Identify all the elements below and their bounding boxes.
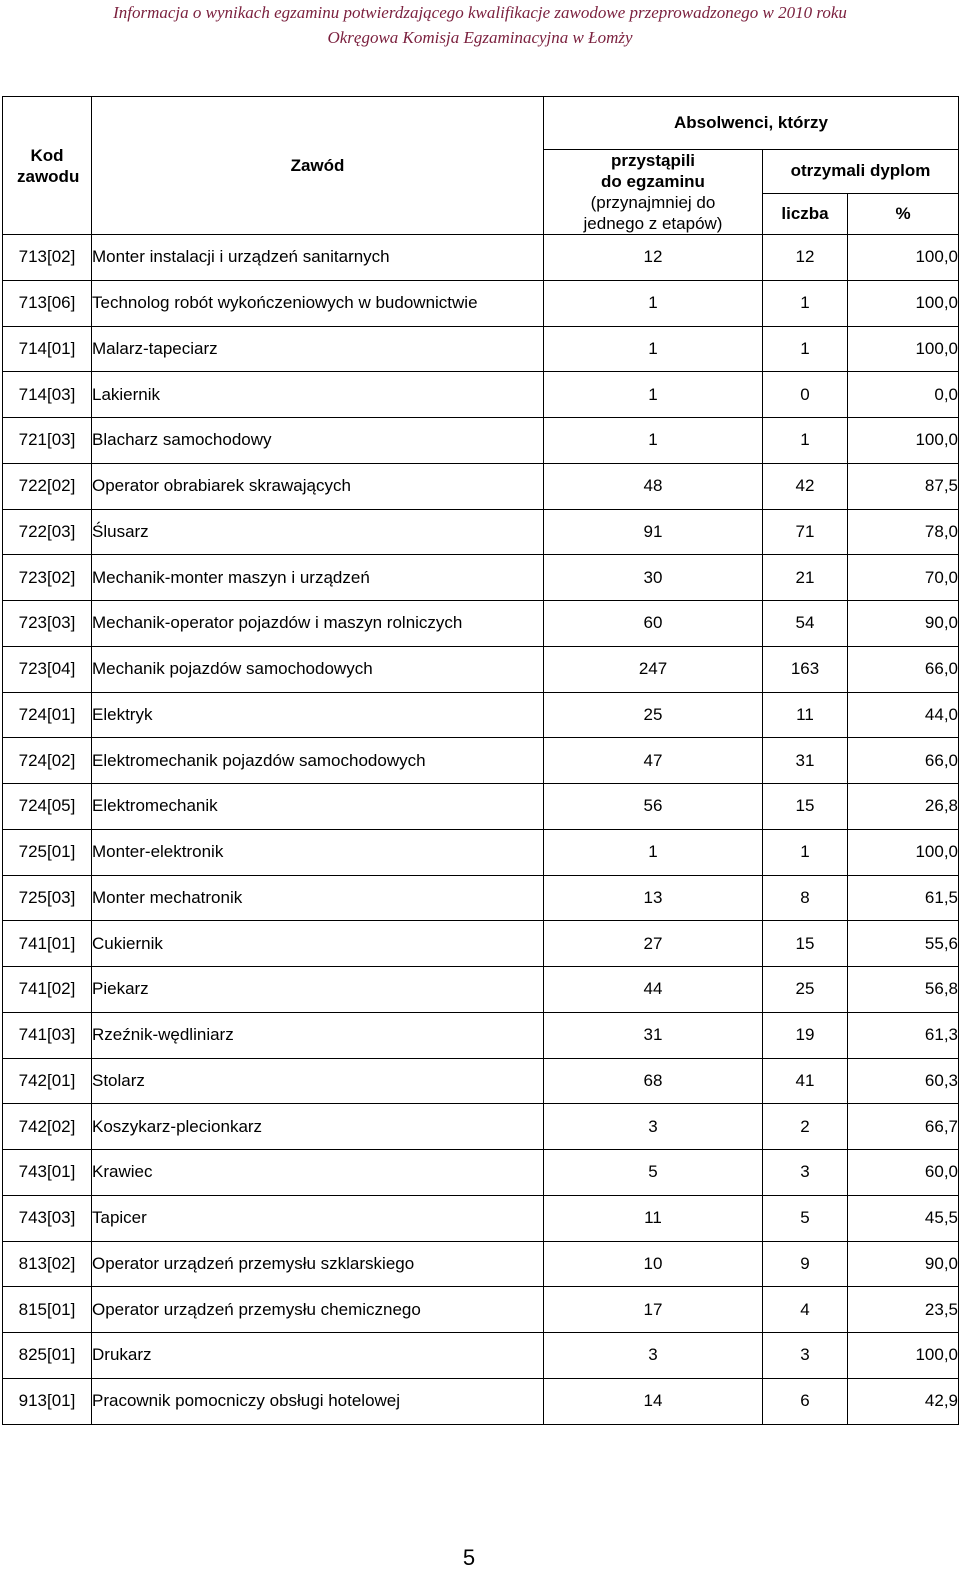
row-name: Koszykarz-plecionkarz [92,1104,544,1150]
row-percent: 100,0 [848,326,959,372]
row-name: Elektromechanik [92,784,544,830]
row-took: 3 [544,1104,763,1150]
header-took-line3: (przynajmniej do [590,193,716,212]
row-count: 15 [763,784,848,830]
table-row [3,463,959,509]
row-percent: 60,0 [848,1150,959,1196]
table-row [3,509,959,555]
row-name: Ślusarz [92,509,544,555]
row-took: 68 [544,1058,763,1104]
table-row [3,1195,959,1241]
table-row [3,1241,959,1287]
table-row [3,692,959,738]
row-count: 163 [763,646,848,692]
row-name: Operator urządzeń przemysłu szklarskiego [92,1241,544,1287]
row-took: 13 [544,875,763,921]
row-percent: 100,0 [848,235,959,281]
row-name: Malarz-tapeciarz [92,326,544,372]
table-row [3,784,959,830]
header-took-line2: do egzaminu [601,172,705,191]
row-took: 5 [544,1150,763,1196]
row-count: 3 [763,1150,848,1196]
row-took: 47 [544,738,763,784]
row-name: Operator obrabiarek skrawających [92,463,544,509]
row-code: 714[01] [3,326,92,372]
row-code: 813[02] [3,1241,92,1287]
row-code: 723[02] [3,555,92,601]
row-name: Elektromechanik pojazdów samochodowych [92,738,544,784]
row-name: Monter instalacji i urządzeń sanitarnych [92,235,544,281]
row-code: 725[01] [3,829,92,875]
row-code: 713[02] [3,235,92,281]
row-count: 0 [763,372,848,418]
table-row [3,418,959,464]
row-count: 1 [763,326,848,372]
row-name: Lakiernik [92,372,544,418]
table-row [3,1058,959,1104]
row-took: 48 [544,463,763,509]
row-count: 42 [763,463,848,509]
results-table [2,96,959,1425]
row-code: 723[04] [3,646,92,692]
row-percent: 78,0 [848,509,959,555]
row-percent: 42,9 [848,1378,959,1424]
row-name: Krawiec [92,1150,544,1196]
row-took: 1 [544,372,763,418]
header-took [544,150,763,235]
row-took: 30 [544,555,763,601]
row-percent: 66,0 [848,646,959,692]
row-count: 4 [763,1287,848,1333]
table-row [3,1012,959,1058]
header-group: Absolwenci, którzy [544,97,959,150]
row-count: 11 [763,692,848,738]
header-diploma: otrzymali dyplom [763,150,959,194]
row-count: 1 [763,418,848,464]
row-code: 741[01] [3,921,92,967]
row-count: 2 [763,1104,848,1150]
row-percent: 23,5 [848,1287,959,1333]
row-count: 54 [763,601,848,647]
row-code: 722[02] [3,463,92,509]
row-took: 1 [544,418,763,464]
row-took: 11 [544,1195,763,1241]
header-took-line4: jednego z etapów) [583,214,723,233]
row-took: 10 [544,1241,763,1287]
row-count: 1 [763,280,848,326]
row-code: 742[02] [3,1104,92,1150]
header-title: Informacja o wynikach egzaminu potwierdzającego kwalifikacje zawodowe przeprowadzonego w 2010 roku [113,3,847,22]
row-percent: 100,0 [848,1333,959,1379]
row-percent: 66,7 [848,1104,959,1150]
row-name: Blacharz samochodowy [92,418,544,464]
row-name: Piekarz [92,967,544,1013]
row-name: Pracownik pomocniczy obsługi hotelowej [92,1378,544,1424]
header-took-line1: przystąpili [610,151,696,170]
table-row [3,1333,959,1379]
table-row [3,1150,959,1196]
row-code: 724[01] [3,692,92,738]
header-code-label: Kod zawodu [17,145,80,186]
row-took: 25 [544,692,763,738]
row-code: 714[03] [3,372,92,418]
table-body [3,235,959,1425]
row-took: 56 [544,784,763,830]
row-name: Tapicer [92,1195,544,1241]
row-count: 71 [763,509,848,555]
row-count: 12 [763,235,848,281]
row-took: 1 [544,829,763,875]
row-took: 1 [544,326,763,372]
row-code: 742[01] [3,1058,92,1104]
table-row [3,372,959,418]
row-count: 3 [763,1333,848,1379]
row-percent: 70,0 [848,555,959,601]
row-took: 91 [544,509,763,555]
table-row [3,875,959,921]
table-row [3,829,959,875]
row-code: 713[06] [3,280,92,326]
row-took: 12 [544,235,763,281]
table-row [3,235,959,281]
row-code: 825[01] [3,1333,92,1379]
row-code: 722[03] [3,509,92,555]
row-code: 743[01] [3,1150,92,1196]
row-count: 21 [763,555,848,601]
table-row [3,738,959,784]
row-took: 31 [544,1012,763,1058]
row-code: 724[05] [3,784,92,830]
row-code: 743[03] [3,1195,92,1241]
row-percent: 66,0 [848,738,959,784]
row-name: Mechanik pojazdów samochodowych [92,646,544,692]
row-code: 815[01] [3,1287,92,1333]
row-count: 41 [763,1058,848,1104]
row-name: Technolog robót wykończeniowych w budownictwie [92,280,544,326]
row-percent: 87,5 [848,463,959,509]
row-name: Drukarz [92,1333,544,1379]
table-header [3,97,959,235]
row-count: 6 [763,1378,848,1424]
row-percent: 61,5 [848,875,959,921]
row-percent: 60,3 [848,1058,959,1104]
row-took: 1 [544,280,763,326]
row-count: 1 [763,829,848,875]
row-took: 3 [544,1333,763,1379]
row-count: 25 [763,967,848,1013]
row-took: 60 [544,601,763,647]
row-name: Rzeźnik-wędliniarz [92,1012,544,1058]
page-number: 5 [462,1545,476,1570]
row-name: Mechanik-operator pojazdów i maszyn rolniczych [92,601,544,647]
header-subtitle: Okręgowa Komisja Egzaminacyjna w Łomży [327,28,633,47]
row-percent: 100,0 [848,829,959,875]
table-row [3,326,959,372]
row-took: 14 [544,1378,763,1424]
row-code: 913[01] [3,1378,92,1424]
table-row [3,967,959,1013]
row-took: 44 [544,967,763,1013]
row-name: Elektryk [92,692,544,738]
header-code [3,97,92,235]
table-row [3,1378,959,1424]
row-percent: 100,0 [848,280,959,326]
table-row [3,1104,959,1150]
row-percent: 100,0 [848,418,959,464]
row-code: 724[02] [3,738,92,784]
row-took: 27 [544,921,763,967]
row-percent: 45,5 [848,1195,959,1241]
header-name: Zawód [92,97,544,235]
table-row [3,1287,959,1333]
row-code: 741[03] [3,1012,92,1058]
row-took: 17 [544,1287,763,1333]
row-took: 247 [544,646,763,692]
row-percent: 90,0 [848,1241,959,1287]
row-name: Monter-elektronik [92,829,544,875]
row-percent: 44,0 [848,692,959,738]
row-percent: 26,8 [848,784,959,830]
row-percent: 61,3 [848,1012,959,1058]
row-name: Operator urządzeń przemysłu chemicznego [92,1287,544,1333]
row-name: Mechanik-monter maszyn i urządzeń [92,555,544,601]
row-code: 721[03] [3,418,92,464]
table-row [3,921,959,967]
row-percent: 55,6 [848,921,959,967]
row-count: 15 [763,921,848,967]
table-row [3,601,959,647]
row-code: 723[03] [3,601,92,647]
row-code: 725[03] [3,875,92,921]
row-count: 19 [763,1012,848,1058]
row-percent: 0,0 [848,372,959,418]
row-name: Monter mechatronik [92,875,544,921]
header-count: liczba [763,193,848,234]
table-row [3,280,959,326]
row-count: 8 [763,875,848,921]
row-code: 741[02] [3,967,92,1013]
row-name: Cukiernik [92,921,544,967]
row-percent: 56,8 [848,967,959,1013]
row-count: 5 [763,1195,848,1241]
row-count: 31 [763,738,848,784]
row-name: Stolarz [92,1058,544,1104]
row-count: 9 [763,1241,848,1287]
row-percent: 90,0 [848,601,959,647]
table-row [3,646,959,692]
table-row [3,555,959,601]
page-header [0,0,960,50]
header-percent: % [848,193,959,234]
